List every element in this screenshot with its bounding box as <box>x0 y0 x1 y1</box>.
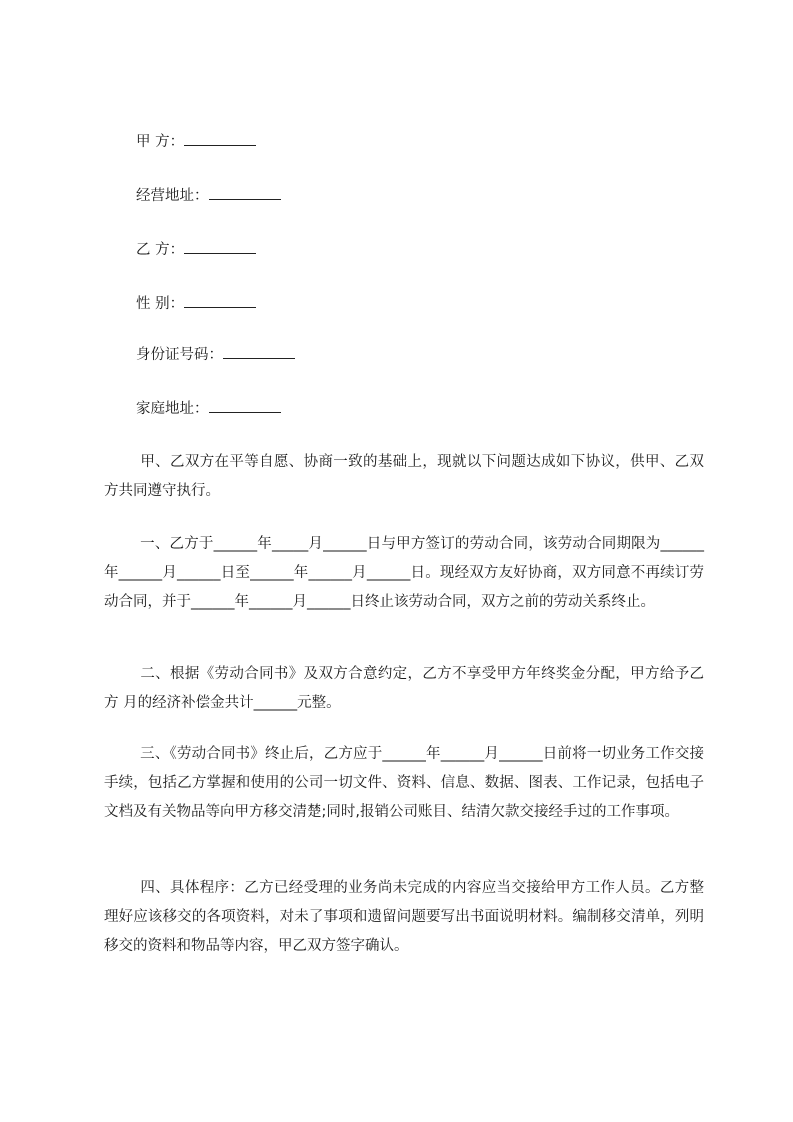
clause-4-text: 四、具体程序：乙方已经受理的业务尚未完成的内容应当交接给甲方工作人员。乙方整理好应该移交的各项资料，对未了事项和遗留问题要写出书面说明材料。编制移交清单，列明移交的资料和物品等内容，甲乙双方签字确认。 <box>104 880 704 954</box>
clause-1-text: 一、乙方于______年_____月______日与甲方签订的劳动合同，该劳动合同期限为______年______月______日至______年______月______日。现经双方友好协商，双方同意不再续订劳动合同，并于______年______月______日终止该劳动合同，双方之前的劳动关系终止。 <box>104 536 704 610</box>
clause-3-paragraph <box>104 740 704 827</box>
id-number-blank <box>223 344 295 359</box>
party-a-field <box>136 131 256 152</box>
party-b-label: 乙 方： <box>136 242 185 258</box>
gender-label: 性 别： <box>136 296 185 312</box>
clause-2-paragraph <box>104 660 704 718</box>
clause-1-paragraph <box>104 530 704 617</box>
party-a-blank <box>184 131 256 146</box>
home-address-blank <box>209 398 281 413</box>
business-address-label: 经营地址： <box>136 188 209 204</box>
gender-blank <box>184 293 256 308</box>
clause-2-text: 二、根据《劳动合同书》及双方合意约定，乙方不享受甲方年终奖金分配，甲方给予乙方 月的经济补偿金共计______元整。 <box>104 666 704 711</box>
clause-3-text: 三、《劳动合同书》终止后，乙方应于______年______月______日前将一切业务工作交接手续，包括乙方掌握和使用的公司一切文件、资料、信息、数据、图表、工作记录，包括电子文档及有关物品等向甲方移交清楚;同时,报销公司账目、结清欠款交接经手过的工作事项。 <box>104 746 704 820</box>
agreement-intro-paragraph <box>104 448 704 506</box>
business-address-field <box>136 185 281 206</box>
party-b-blank <box>184 239 256 254</box>
clause-4-paragraph <box>104 874 704 961</box>
gender-field <box>136 293 256 314</box>
business-address-blank <box>209 185 281 200</box>
agreement-intro-text: 甲、乙双方在平等自愿、协商一致的基础上，现就以下问题达成如下协议，供甲、乙双方共同遵守执行。 <box>104 454 704 499</box>
party-b-field <box>136 239 256 260</box>
id-number-field <box>136 344 295 365</box>
id-number-label: 身份证号码： <box>136 347 223 363</box>
party-a-label: 甲 方： <box>136 134 185 150</box>
home-address-field <box>136 398 281 419</box>
home-address-label: 家庭地址： <box>136 401 209 417</box>
